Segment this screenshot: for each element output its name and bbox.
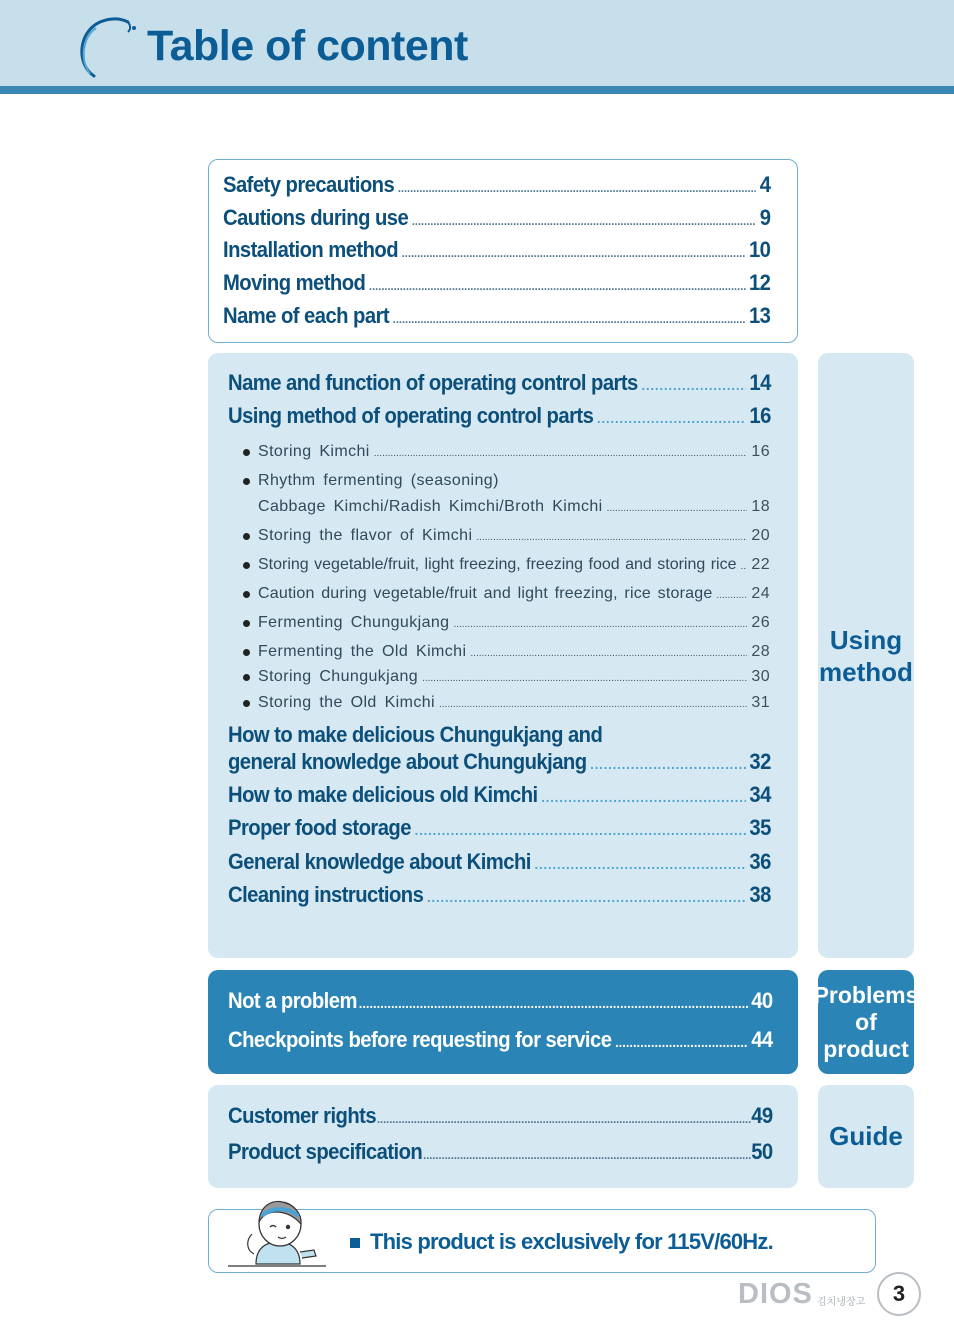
toc-subentry-title: Storing the flavor of Kimchi [258, 527, 473, 544]
toc-entry-title: Name of each part [223, 303, 390, 328]
leader-dots [439, 699, 747, 710]
bullet-icon [243, 562, 250, 569]
toc-section-problems [208, 970, 798, 1074]
toc-subentry[interactable] [258, 668, 770, 686]
toc-subentry-title: Rhythm fermenting (seasoning) [258, 472, 499, 489]
leader-dots [398, 181, 756, 195]
toc-entry[interactable] [228, 749, 771, 775]
toc-subentry[interactable] [258, 585, 770, 603]
toc-entry[interactable] [223, 172, 770, 198]
toc-subentry-page: 24 [751, 585, 770, 602]
toc-subentry-page: 16 [751, 443, 770, 460]
toc-entry-page: 16 [749, 403, 771, 428]
leader-dots [369, 279, 745, 293]
toc-entry[interactable] [228, 403, 771, 429]
toc-subentry[interactable] [258, 643, 770, 661]
swirl-logo-icon [74, 14, 144, 80]
toc-entry-title: How to make delicious old Kimchi [228, 782, 538, 807]
toc-entry[interactable] [228, 1027, 773, 1053]
toc-entry-page: 14 [749, 370, 771, 395]
toc-entry[interactable] [228, 1103, 773, 1129]
leader-dots [741, 561, 748, 572]
leader-dots [453, 619, 747, 630]
leader-dots [393, 312, 746, 326]
bullet-icon [243, 533, 250, 540]
toc-entry-page: 34 [749, 782, 771, 807]
bullet-icon [243, 620, 250, 627]
leader-dots [590, 756, 745, 772]
toc-entry-title: Product specification [228, 1139, 423, 1164]
toc-section-guide [208, 1085, 798, 1188]
section-tab-label: Guide [829, 1121, 903, 1151]
toc-subentry-page: 18 [751, 498, 770, 515]
toc-entry-page: 50 [751, 1139, 773, 1164]
toc-entry-page: 44 [751, 1027, 773, 1052]
toc-entry-title: Checkpoints before requesting for service [228, 1027, 612, 1052]
toc-entry[interactable] [228, 782, 771, 808]
leader-dots [374, 448, 748, 459]
toc-entry-page: 32 [749, 749, 771, 774]
notice-text: This product is exclusively for 115V/60Hz. [370, 1229, 773, 1254]
toc-subentry-title: Fermenting Chungukjang [258, 614, 450, 631]
square-bullet-icon [350, 1238, 360, 1248]
toc-entry-title: How to make delicious Chungukjang and [228, 722, 603, 747]
leader-dots [716, 590, 747, 601]
toc-subentry[interactable] [258, 527, 770, 545]
bullet-icon [243, 478, 250, 485]
header-rule [0, 86, 954, 94]
toc-entry[interactable] [228, 988, 773, 1014]
leader-dots [535, 856, 746, 872]
toc-entry-title: Installation method [223, 237, 399, 262]
toc-subentry-page: 31 [751, 694, 770, 711]
toc-subentry[interactable] [258, 498, 770, 516]
toc-entry[interactable] [223, 303, 770, 329]
toc-entry-page: 36 [749, 849, 771, 874]
toc-subentry-title: Storing the Old Kimchi [258, 694, 435, 711]
toc-subentry-title: Cabbage Kimchi/Radish Kimchi/Broth Kimchi [258, 498, 603, 515]
section-tab-label: Problems [813, 981, 919, 1008]
toc-subentry-page: 20 [751, 527, 770, 544]
toc-entry[interactable] [228, 1139, 773, 1165]
toc-entry[interactable] [223, 237, 770, 263]
toc-entry[interactable] [228, 849, 771, 875]
toc-entry-page: 35 [749, 815, 771, 840]
bullet-icon [243, 591, 250, 598]
toc-subentry-page: 22 [751, 556, 770, 573]
section-tab-guide[interactable] [818, 1085, 914, 1188]
toc-subentry[interactable] [258, 443, 770, 461]
leader-dots [470, 648, 747, 659]
mascot-character-icon [226, 1194, 330, 1268]
section-tab-label: Using [829, 624, 903, 655]
toc-entry[interactable] [223, 205, 770, 231]
leader-dots [423, 1148, 750, 1162]
leader-dots [476, 532, 747, 543]
toc-entry-title: Moving method [223, 270, 366, 295]
toc-entry[interactable] [228, 370, 771, 396]
section-tab-label: of [855, 1008, 877, 1035]
toc-entry-title: general knowledge about Chungukjang [228, 749, 587, 774]
leader-dots [597, 410, 746, 426]
page-title: Table of content [147, 22, 468, 70]
toc-entry-page: 9 [759, 205, 771, 230]
brand-logo: DIOS [738, 1278, 813, 1310]
toc-entry-page: 12 [748, 270, 771, 295]
toc-entry-page: 49 [751, 1103, 773, 1128]
toc-entry-title: Not a problem [228, 988, 357, 1013]
leader-dots [422, 673, 747, 684]
leader-dots [615, 1034, 747, 1050]
toc-entry-page: 4 [759, 172, 771, 197]
leader-dots [541, 789, 745, 805]
bullet-icon [243, 700, 250, 707]
toc-subentry-title: Storing Chungukjang [258, 668, 419, 685]
toc-entry-page: 40 [751, 988, 773, 1013]
leader-dots [359, 995, 750, 1011]
toc-entry-title: Cautions during use [223, 205, 409, 230]
bullet-icon [243, 449, 250, 456]
toc-subentry[interactable] [258, 614, 770, 632]
toc-entry[interactable] [228, 882, 771, 908]
section-tab-label: method [819, 656, 913, 687]
toc-subentry-page: 26 [751, 614, 770, 631]
leader-dots [415, 822, 746, 838]
leader-dots [607, 503, 748, 514]
toc-entry-page: 38 [749, 882, 771, 907]
leader-dots [402, 246, 746, 260]
toc-entry-page: 10 [748, 237, 771, 262]
toc-entry-title: Customer rights [228, 1103, 377, 1128]
toc-entry[interactable] [223, 270, 770, 296]
toc-subentry[interactable] [258, 694, 770, 712]
section-tab-problems[interactable] [813, 970, 919, 1074]
section-tab-label: product [823, 1035, 909, 1062]
toc-subentry-page: 30 [751, 668, 770, 685]
toc-entry-title: Using method of operating control parts [228, 403, 594, 428]
toc-subentry-page: 28 [751, 643, 770, 660]
leader-dots [412, 214, 756, 228]
toc-entry-page: 13 [748, 303, 771, 328]
bullet-icon [243, 674, 250, 681]
toc-entry-title: Name and function of operating control parts [228, 370, 638, 395]
toc-entry-title: Safety precautions [223, 172, 395, 197]
leader-dots [427, 889, 746, 905]
leader-dots [641, 377, 745, 393]
bullet-icon [243, 649, 250, 656]
toc-entry-title: Proper food storage [228, 815, 411, 840]
toc-entry-title: Cleaning instructions [228, 882, 424, 907]
section-tab-using-method[interactable] [818, 353, 914, 958]
leader-dots [377, 1112, 750, 1126]
toc-subentry-title: Fermenting the Old Kimchi [258, 643, 467, 660]
brand-subtitle: 김치냉장고 [817, 1297, 866, 1308]
toc-subentry-title: Storing Kimchi [258, 443, 370, 460]
toc-subentry[interactable] [258, 556, 770, 574]
toc-subentry-title: Caution during vegetable/fruit and light freezing, rice storage [258, 585, 713, 602]
toc-entry-title: General knowledge about Kimchi [228, 849, 531, 874]
page-number: 3 [877, 1272, 921, 1316]
toc-subentry-title: Storing vegetable/fruit, light freezing, freezing food and storing rice [258, 556, 737, 573]
toc-entry[interactable] [228, 815, 771, 841]
